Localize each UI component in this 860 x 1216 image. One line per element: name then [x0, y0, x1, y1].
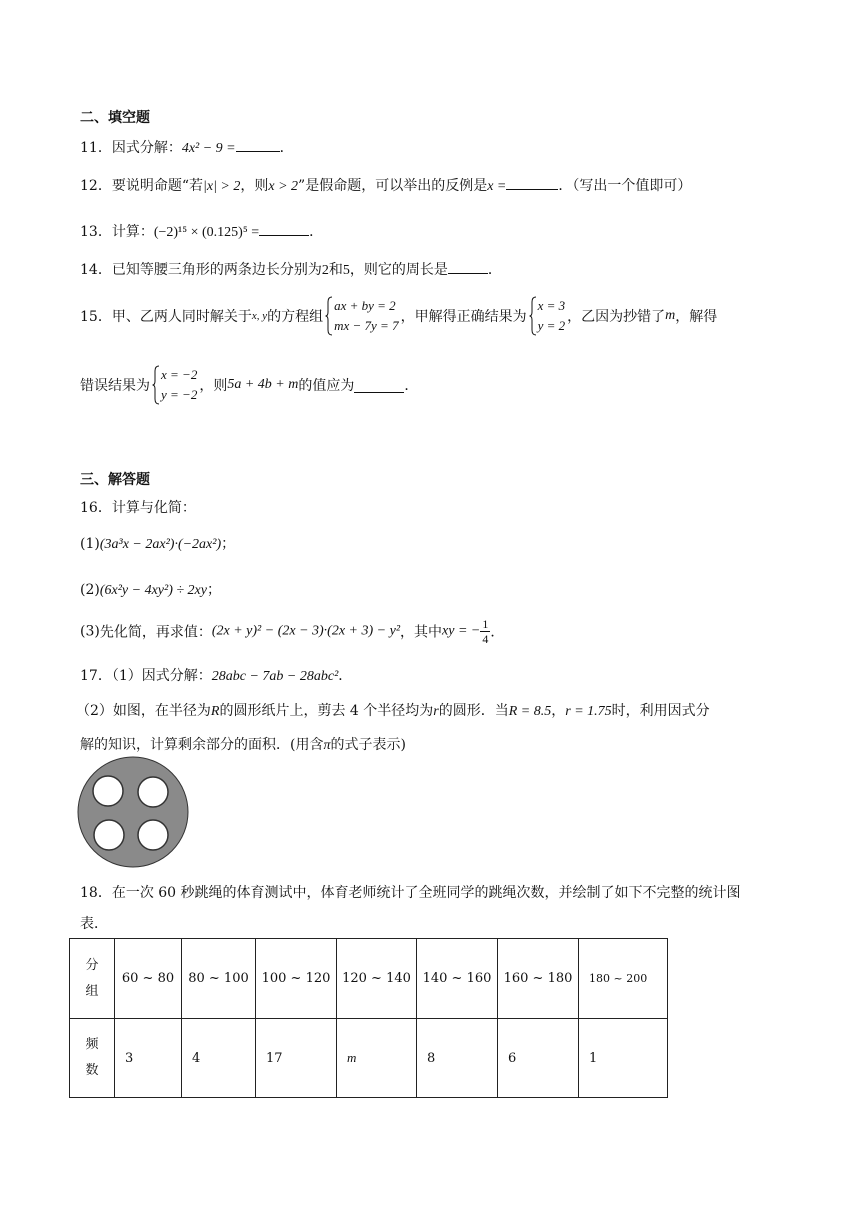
question-text: 和: [328, 262, 343, 278]
brace-icon: [529, 296, 537, 336]
question-16-part-2: [80, 579, 221, 599]
table-cell: 1: [579, 1019, 668, 1098]
solution-system: [529, 296, 566, 336]
punctuation: ；: [206, 582, 221, 598]
table-cell: 140 ~ 160: [417, 939, 498, 1019]
math-expression: xy = −: [442, 623, 481, 639]
question-text: ，则: [199, 378, 228, 394]
math-expression: (−2)¹⁵ × (0.125)⁵ =: [153, 225, 260, 240]
equation: x = 3: [537, 298, 566, 313]
math-expression: (2x + y)² − (2x − 3)·(2x + 3) − y²: [211, 623, 401, 639]
circle-figure: [76, 755, 190, 869]
question-text: 因式分解：: [111, 140, 182, 156]
question-text: 的圆形纸片上，剪去 4 个半径均为: [219, 703, 434, 719]
question-text: ，甲解得正确结果为: [400, 309, 527, 325]
equation: y = 2: [537, 318, 566, 333]
equation: y = −2: [161, 387, 198, 402]
punctuation: ．: [309, 224, 324, 240]
table-cell: 180 ~ 200: [579, 939, 668, 1019]
question-number: 14．: [80, 262, 112, 278]
math-expression: x =: [487, 179, 507, 194]
answer-blank: [354, 378, 404, 393]
math-expression: r = 1.75: [565, 704, 612, 719]
header-char: 组: [85, 983, 99, 999]
question-number: 17．: [80, 668, 112, 684]
fraction-numerator: 1: [482, 617, 489, 631]
math-variable: R: [210, 704, 220, 719]
question-14: [80, 259, 502, 279]
question-number: 16．: [80, 500, 112, 516]
equation-system: [325, 296, 398, 336]
question-text: 表．: [80, 916, 108, 932]
table-row-frequencies: [70, 1019, 668, 1098]
math-expression: R = 8.5: [508, 704, 552, 719]
question-text: 如图，在半径为: [112, 703, 211, 719]
brace-icon: [325, 296, 333, 336]
fraction: [480, 617, 490, 646]
equation: mx − 7y = 7: [334, 318, 399, 333]
table-cell: 8: [417, 1019, 498, 1098]
question-text: 已知等腰三角形的两条边长分别为: [111, 262, 322, 278]
question-text: ，则: [240, 178, 269, 194]
question-text: ．（写出一个值即可）: [558, 178, 692, 194]
math-expression: x > 2: [268, 179, 299, 194]
equation: ax + by = 2: [334, 298, 396, 313]
punctuation: ．: [404, 378, 419, 394]
table-cell: 60 ~ 80: [115, 939, 182, 1019]
brace-icon: [152, 365, 160, 405]
question-number: 11．: [80, 140, 112, 156]
question-text: 的值应为: [298, 378, 355, 394]
math-value: 5: [342, 263, 350, 278]
table-cell: 160 ~ 180: [498, 939, 579, 1019]
punctuation: ，: [551, 703, 566, 719]
section-title-solve: 三、解答题: [80, 472, 150, 488]
question-text: 的式子表示): [330, 737, 406, 753]
row-header-frequency: [70, 1019, 115, 1098]
math-expression: 5a + 4b + m: [227, 377, 299, 392]
header-char: 频: [85, 1037, 99, 1052]
question-13: [80, 221, 323, 241]
frequency-table: [69, 938, 668, 1098]
question-16-part-1: [80, 533, 235, 553]
question-number: 12．: [80, 178, 112, 194]
fraction-denominator: 4: [482, 632, 489, 646]
part-label: (3): [80, 623, 100, 640]
question-16-part-3: [80, 617, 504, 646]
large-circle: [78, 757, 188, 867]
question-text: 的方程组: [267, 309, 324, 325]
table-cell: 6: [498, 1019, 579, 1098]
question-text: ，解得: [675, 309, 718, 325]
question-17-part-1: [80, 665, 352, 685]
equation: x = −2: [161, 367, 198, 382]
small-circle-hole: [93, 776, 123, 806]
question-text: ，则它的周长是: [349, 262, 448, 278]
question-text: 在一次 60 秒跳绳的体育测试中，体育老师统计了全班同学的跳绳次数，并绘制了如下不完整的统计图: [111, 885, 741, 901]
math-expression: |x| > 2: [203, 179, 241, 194]
question-text: 要说明命题“若: [111, 178, 203, 194]
table-cell: 17: [256, 1019, 337, 1098]
table-cell: 4: [182, 1019, 256, 1098]
question-text: 时，利用因式分: [611, 703, 710, 719]
question-text: 解的知识，计算剩余部分的面积．(用含: [80, 737, 324, 753]
question-18-continued: [80, 913, 108, 933]
math-value: 2: [321, 263, 329, 278]
table-row-groups: [70, 939, 668, 1019]
question-11: [80, 137, 294, 157]
answer-blank: [236, 137, 280, 152]
question-15-continued: [80, 365, 418, 405]
small-circle-hole: [138, 777, 168, 807]
question-number: 15．: [80, 309, 112, 325]
part-label: （2）: [76, 703, 113, 719]
question-15: [80, 296, 717, 336]
math-expression: 28abc − 7ab − 28abc²: [211, 669, 339, 684]
header-char: 数: [85, 1063, 99, 1078]
small-circle-hole: [94, 820, 124, 850]
table-cell: 120 ~ 140: [337, 939, 417, 1019]
question-17-part-2-continued: [80, 734, 406, 754]
header-char: 分: [85, 957, 99, 973]
section-title-fill-in: 二、填空题: [80, 110, 150, 126]
math-variable: r: [433, 704, 439, 719]
math-expression: (6x²y − 4xy²) ÷ 2xy: [99, 583, 207, 598]
part-label: （1）: [111, 668, 142, 684]
part-label: (2): [80, 582, 100, 598]
question-text: 先化简，再求值：: [99, 624, 212, 641]
question-text: 甲、乙两人同时解关于: [111, 309, 252, 325]
table-cell: 100 ~ 120: [256, 939, 337, 1019]
math-expression: (3a³x − 2ax²)·(−2ax²): [99, 537, 222, 552]
question-text: 因式分解：: [141, 668, 212, 684]
part-label: (1): [80, 536, 100, 552]
question-text: 错误结果为: [80, 378, 150, 394]
question-text: ，其中: [400, 624, 443, 641]
punctuation: ．: [487, 262, 502, 278]
math-expression: x, y: [251, 310, 268, 322]
wrong-solution-system: [152, 365, 197, 405]
punctuation: ．: [338, 668, 353, 684]
question-18: [80, 882, 741, 902]
question-text: ，乙因为抄错了: [567, 309, 666, 325]
question-text: ”是假命题，可以举出的反例是: [298, 178, 488, 194]
punctuation: ．: [279, 140, 294, 156]
question-17-part-2: [76, 700, 710, 720]
table-cell: m: [337, 1019, 417, 1098]
answer-blank: [259, 221, 309, 236]
answer-blank: [448, 259, 488, 274]
question-text: 计算：: [111, 224, 154, 240]
question-text: 的圆形．当: [438, 703, 509, 719]
math-symbol: π: [323, 738, 331, 753]
punctuation: ．: [490, 624, 505, 641]
question-number: 18．: [80, 885, 112, 901]
table-cell: 80 ~ 100: [182, 939, 256, 1019]
question-number: 13．: [80, 224, 112, 240]
math-expression: m: [665, 308, 676, 323]
small-circle-hole: [138, 820, 168, 850]
math-expression: 4x² − 9 =: [181, 141, 236, 156]
question-12: [80, 175, 691, 195]
answer-blank: [506, 175, 558, 190]
row-header-group: [70, 939, 115, 1019]
question-16: [80, 497, 196, 517]
punctuation: ；: [221, 536, 236, 552]
table-cell: 3: [115, 1019, 182, 1098]
question-text: 计算与化简：: [111, 500, 196, 516]
